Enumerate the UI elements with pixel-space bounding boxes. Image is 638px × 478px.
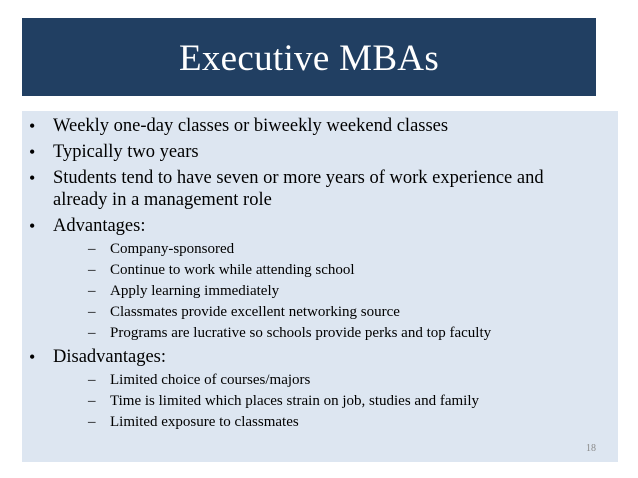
sub-bullet-text: Company-sponsored [110, 241, 235, 257]
bullet-list [22, 115, 618, 435]
dash-icon: – [88, 325, 96, 341]
sub-bullet-item [79, 303, 618, 321]
bullet-item [22, 115, 618, 137]
sub-bullet-item [79, 282, 618, 300]
dash-icon: – [88, 304, 96, 320]
sub-bullet-list [53, 371, 618, 431]
bullet-icon: • [29, 347, 36, 367]
bullet-text: Weekly one-day classes or biweekly weekend classes [53, 116, 449, 136]
bullet-item [22, 167, 618, 211]
sub-bullet-list [53, 240, 618, 342]
slide-title: Executive MBAs [178, 37, 440, 79]
dash-icon: – [88, 241, 96, 257]
dash-icon: – [88, 262, 96, 278]
bullet-item-advantages [22, 215, 618, 342]
dash-icon: – [88, 283, 96, 299]
sub-bullet-item [79, 371, 618, 389]
slide-number: 18 [586, 443, 596, 454]
bullet-text: Students tend to have seven or more years of work experience and already in a management role [53, 168, 544, 210]
sub-bullet-text: Classmates provide excellent networking source [110, 304, 400, 320]
dash-icon: – [88, 393, 96, 409]
dash-icon: – [88, 414, 96, 430]
sub-bullet-text: Limited exposure to classmates [110, 414, 299, 430]
sub-bullet-text: Programs are lucrative so schools provide perks and top faculty [110, 325, 492, 341]
sub-bullet-text: Time is limited which places strain on job, studies and family [110, 393, 479, 409]
bullet-text: Typically two years [53, 142, 199, 162]
sub-bullet-item [79, 261, 618, 279]
sub-bullet-item [79, 240, 618, 258]
title-bar [22, 18, 596, 96]
bullet-text: Disadvantages: [53, 347, 167, 367]
bullet-icon: • [29, 216, 36, 236]
sub-bullet-item [79, 324, 618, 342]
sub-bullet-item [79, 413, 618, 431]
bullet-text: Advantages: [53, 216, 146, 236]
sub-bullet-text: Continue to work while attending school [110, 262, 355, 278]
bullet-icon: • [29, 142, 36, 162]
bullet-item-disadvantages [22, 346, 618, 431]
bullet-icon: • [29, 168, 36, 188]
sub-bullet-text: Limited choice of courses/majors [110, 372, 311, 388]
dash-icon: – [88, 372, 96, 388]
sub-bullet-text: Apply learning immediately [110, 283, 280, 299]
bullet-item [22, 141, 618, 163]
content-panel [22, 111, 618, 462]
bullet-icon: • [29, 116, 36, 136]
sub-bullet-item [79, 392, 618, 410]
